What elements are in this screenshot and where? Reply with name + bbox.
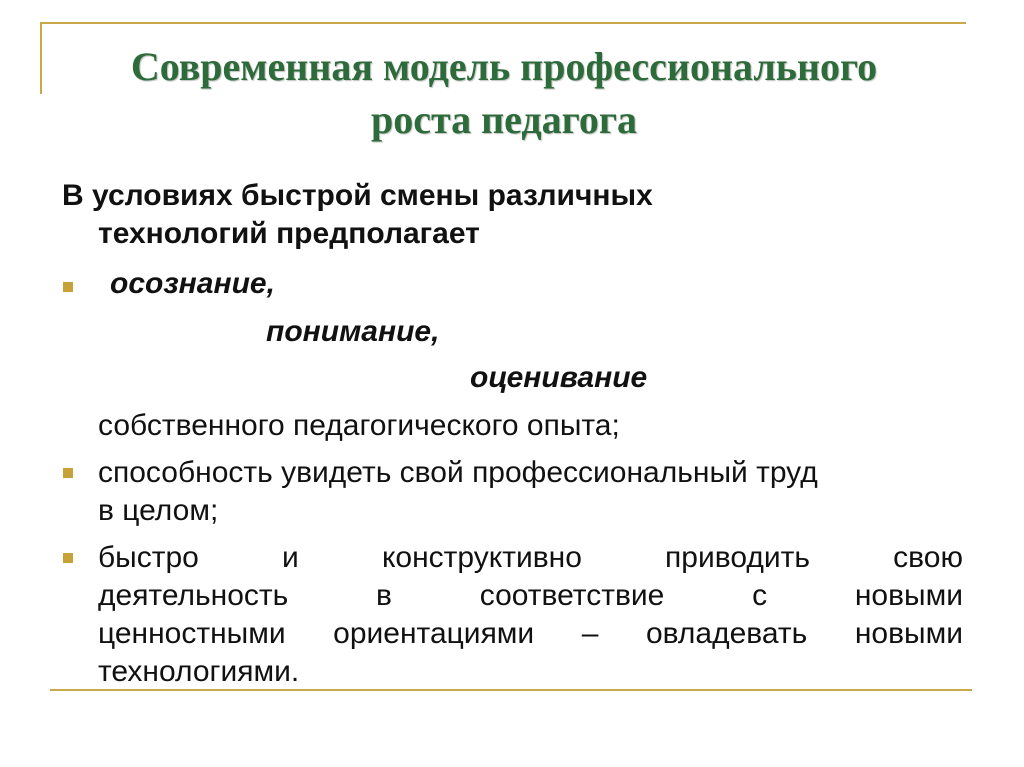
bullet3-word: новыми bbox=[854, 617, 963, 650]
bullet3-line-1 bbox=[98, 539, 963, 577]
bullet3-line-4 bbox=[98, 653, 963, 691]
bullet1-word-evaluation: оценивание bbox=[470, 361, 648, 394]
bullet-marker-3 bbox=[63, 553, 73, 563]
bullet3-paragraph bbox=[98, 539, 963, 691]
intro-line-1: В условиях быстрой смены различных bbox=[62, 179, 653, 212]
bullet3-word: с bbox=[752, 579, 768, 612]
bullet3-word: ценностными bbox=[98, 617, 286, 650]
top-rule bbox=[40, 22, 966, 24]
intro-line-2: технологий предполагает bbox=[98, 217, 480, 250]
bullet3-word: конструктивно bbox=[381, 541, 582, 574]
bullet3-word: быстро bbox=[98, 541, 199, 574]
bullet3-word: свою bbox=[893, 541, 963, 574]
slide-title bbox=[44, 40, 964, 146]
slide-title-line-2: роста педагога bbox=[371, 97, 637, 142]
bullet-marker-2 bbox=[63, 468, 73, 478]
left-rule bbox=[40, 22, 42, 94]
bullet1-word-understanding: понимание, bbox=[266, 315, 440, 348]
bottom-rule bbox=[50, 689, 972, 691]
bullet3-line-3 bbox=[98, 615, 963, 653]
bullet3-word: приводить bbox=[665, 541, 810, 574]
bullet1-tail: собственного педагогического опыта; bbox=[98, 409, 620, 442]
bullet3-line-2 bbox=[98, 577, 963, 615]
bullet1-word-awareness: осознание, bbox=[110, 267, 275, 300]
bullet3-word: технологиями. bbox=[98, 655, 300, 688]
bullet3-word: в bbox=[376, 579, 392, 612]
bullet3-word: ориентациями bbox=[333, 617, 535, 650]
bullet3-word: новыми bbox=[854, 579, 963, 612]
bullet3-word: деятельность bbox=[98, 579, 289, 612]
bullet3-word: овладевать bbox=[645, 617, 808, 650]
bullet2-line-2: в целом; bbox=[98, 494, 219, 527]
bullet-marker-1 bbox=[63, 282, 73, 292]
bullet3-word: и bbox=[282, 541, 299, 574]
bullet3-word: – bbox=[581, 617, 599, 650]
bullet2-line-1: способность увидеть свой профессиональный труд bbox=[98, 456, 818, 489]
bullet3-word: соответствие bbox=[479, 579, 665, 612]
slide-title-line-1: Современная модель профессионального bbox=[130, 44, 878, 89]
